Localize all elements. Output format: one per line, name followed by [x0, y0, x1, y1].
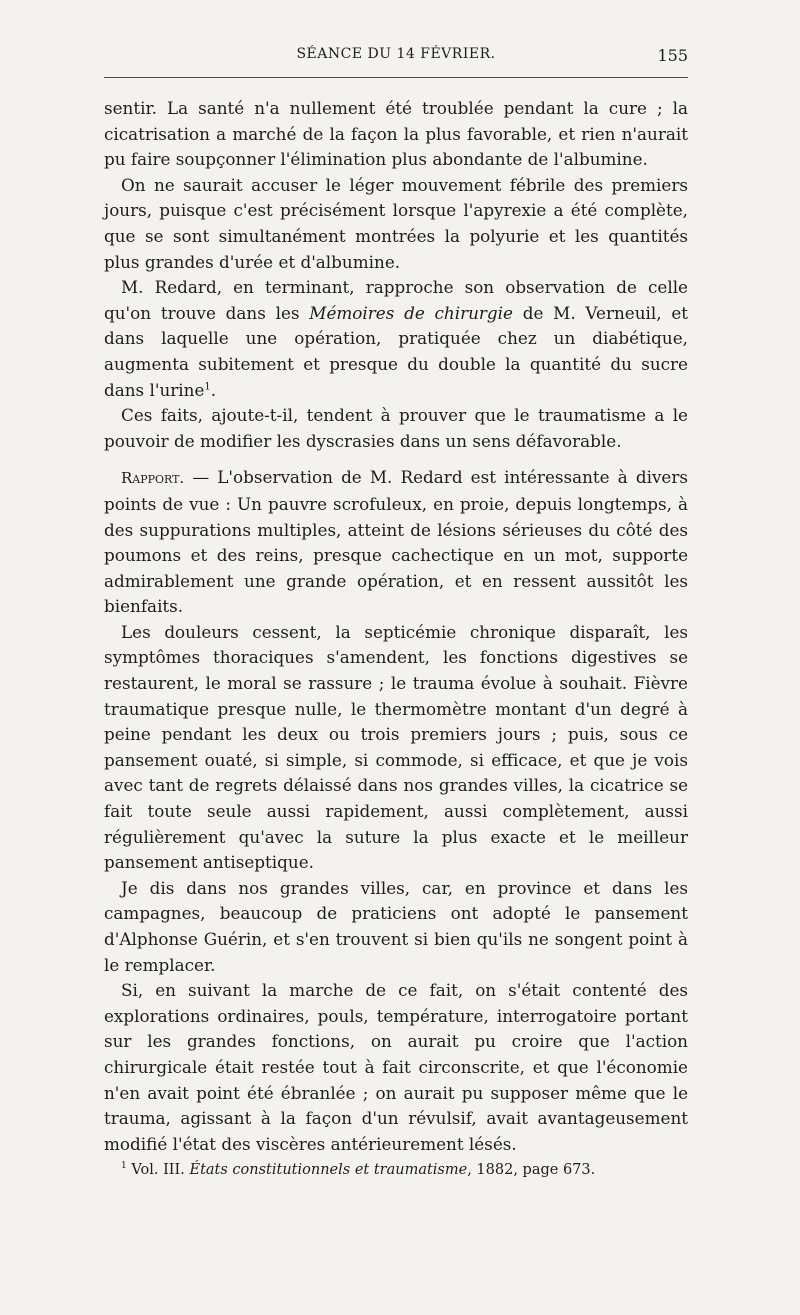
paragraph-rapport: [104, 465, 688, 620]
paragraph-4: Ces faits, ajoute-t-il, tendent à prouver que le traumatisme a le pouvoir de modifier les dyscrasies dans un sens défavorable.: [104, 405, 688, 451]
paragraph-3-text-a: M. Redard, en terminant, rapproche son observation de celle qu'on trouve dans les: [104, 277, 688, 323]
header-rule: [104, 77, 688, 78]
paragraph-6: Les douleurs cessent, la septicémie chronique disparaît, les symptômes thoraciques s'amendent, les fonctions digestives se restaurent, le moral se rassure ; le trauma évolue à souhait. Fièvre traumatique presque nulle, le thermomètre montant d'un degré à peine pendant les deux ou trois premiers jours ; puis, sous ce pansement ouaté, si simple, si commode, si efficace, et que je vois avec tant de regrets délaissé dans nos grandes villes, la cicatrice se fait toute seule aussi rapidement, aussi complètement, aussi régulièrement qu'avec la suture la plus exacte et le meilleur pansement antiseptique.: [104, 621, 688, 873]
paragraph-8: Si, en suivant la marche de ce fait, on s'était contenté des explorations ordinaires, pouls, température, interrogatoire portant sur les grandes fonctions, on aurait pu croire que l'action chirurgicale était restée tout à fait circonscrite, et que l'économie n'en avait point été ébranlée ; on aurait pu supposer même que le trauma, agissant à la façon d'un révulsif, avait avantageusement modifié l'état des viscères antérieurement lésés.: [104, 980, 688, 1154]
book-title-memoires: Mémoires de chirurgie: [309, 302, 513, 323]
running-title: SÉANCE DU 14 FÉVRIER.: [296, 46, 496, 62]
footnote-number: 1: [121, 1161, 127, 1172]
paragraph-1: sentir. La santé n'a nullement été troublée pendant la cure ; la cicatrisation a marché de la façon la plus favorable, et rien n'aurait pu faire soupçonner l'élimination plus abondante de l'albumine.: [104, 98, 688, 170]
rapport-text: — L'observation de M. Redard est intéressante à divers points de vue : Un pauvre scrofuleux, en proie, depuis longtemps, à des suppurations multiples, atteint de lésions sérieuses du côté des poumons et des reins, presque cachectique en un mot, supporte admirablement une grande opération, et en ressent aussitôt les bienfaits.: [104, 467, 688, 617]
footnote-reference: 1: [204, 380, 211, 392]
footnote-text-b: , 1882, page 673.: [467, 1162, 596, 1178]
paragraph-7: Je dis dans nos grandes villes, car, en province et dans les campagnes, beaucoup de praticiens ont adopté le pansement d'Alphonse Guérin, et s'en trouvent si bien qu'ils ne songent point à le remplacer.: [104, 877, 688, 975]
running-head: [104, 46, 688, 70]
footnote: [104, 1160, 688, 1180]
paragraph-3-text-c: .: [210, 379, 217, 400]
rapport-label: Rapport.: [121, 469, 185, 488]
footnote-text-a: Vol. III.: [131, 1162, 190, 1178]
page-number: 155: [657, 46, 688, 65]
footnote-book-title: États constitutionnels et traumatisme: [189, 1162, 468, 1178]
paragraph-3-text-b: de M. Verneuil, et dans laquelle une opération, pratiquée chez un diabétique, augmenta subitement et presque du double la quantité du sucre dans l'urine: [104, 302, 689, 400]
paragraph-3: [104, 275, 688, 403]
paragraph-2: On ne saurait accuser le léger mouvement fébrile des premiers jours, puisque c'est précisément lorsque l'apyrexie a été complète, que se sont simultanément montrées la polyurie et les quantités plus grandes d'urée et d'albumine.: [104, 174, 688, 272]
body-text: [104, 96, 688, 1157]
